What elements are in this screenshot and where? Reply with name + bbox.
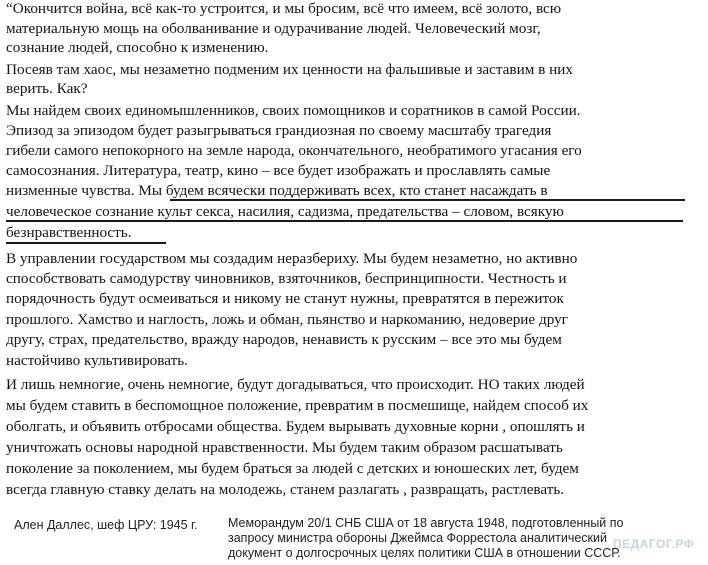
text-line: самосознания. Литература, театр, кино – все будет изображать и прославлять самые [6, 162, 551, 179]
emphasis-underline [170, 199, 685, 201]
text-line: гибели самого непокорного на земле народа, окончательного, необратимого угасания его [6, 142, 582, 159]
text-line: мы будем ставить в беспомощное положение, превратим в посмешище, найдем способ их [6, 397, 589, 414]
text-line: уничтожать основы народной нравственности. Мы будем таким образом расшатывать [6, 439, 563, 456]
text-line: способствовать самодурству чиновников, взяточников, беспринципности. Честность и [6, 270, 567, 287]
text-line: сознание людей, способно к изменению. [6, 39, 269, 56]
emphasis-underline [6, 242, 166, 244]
text-line: Эпизод за эпизодом будет разыгрываться грандиозная по своему масштабу трагедия [6, 122, 552, 139]
text-line: оболгать, и объявить отбросами общества. Будем вырывать духовные корни , опошлять и [6, 418, 585, 435]
text-line: человеческое сознание культ секса, насилия, садизма, предательства – словом, всякую [6, 203, 564, 220]
note-line: запросу министра обороны Джеймса Форрестола аналитический [228, 531, 607, 545]
text-line: всегда главную ставку делать на молодежь, станем разлагать , развращать, растлевать. [6, 481, 565, 498]
text-line: “Окончится война, всё как-то устроится, и мы бросим, всё что имеем, всё золото, всю [6, 0, 562, 17]
emphasis-underline [6, 220, 683, 222]
quote-attribution: Ален Даллес, шеф ЦРУ: 1945 г. [14, 518, 198, 532]
note-line: Меморандум 20/1 СНБ США от 18 августа 1948, подготовленный по [228, 516, 624, 530]
note-line: документ о долгосрочных целях политики США в отношении СССР. [228, 546, 621, 560]
text-line: порядочность будут осмеиваться и никому не станут нужны, превратятся в пережиток [6, 290, 564, 307]
text-line: верить. Как? [6, 80, 88, 97]
text-line: И лишь немногие, очень немногие, будут догадываться, что происходит. НО таких людей [6, 376, 585, 393]
text-line: материальную мощь на оболванивание и одурачивание людей. Человеческий мозг, [6, 20, 541, 37]
text-line: Мы найдем своих единомышленников, своих помощников и соратников в самой России. [6, 102, 581, 119]
text-line: В управлении государством мы создадим неразбериху. Мы будем незаметно, но активно [6, 250, 578, 267]
text-line: низменные чувства. Мы будем всячески поддерживать всех, кто станет насаждать в [6, 182, 548, 199]
text-line: настойчиво культивировать. [6, 352, 188, 369]
text-line: другу, страх, предательство, вражду народов, ненависть к русским – все это мы будем [6, 331, 562, 348]
text-line: безнравственность. [6, 224, 132, 241]
text-line: прошлого. Хамство и наглость, ложь и обман, пьянство и наркоманию, недоверие друг [6, 311, 568, 328]
text-line: поколение за поколением, мы будем браться за людей с детских и юношеских лет, будем [6, 460, 579, 477]
site-watermark: ПЕДАГОГ.РФ [613, 537, 695, 551]
text-line: Посеяв там хаос, мы незаметно подменим их ценности на фальшивые и заставим в них [6, 61, 573, 78]
